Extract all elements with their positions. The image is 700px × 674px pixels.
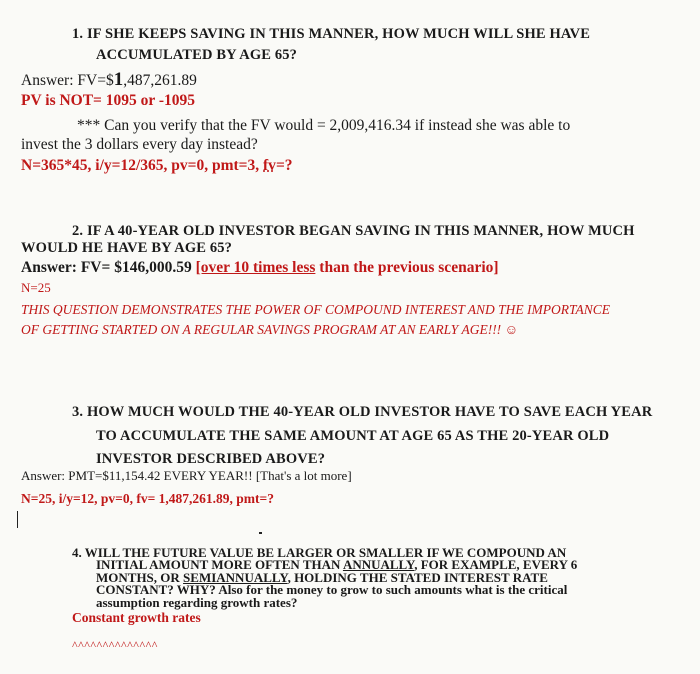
q4-question-line5: assumption regarding growth rates?	[96, 595, 298, 610]
q4-question-line1: 4. WILL THE FUTURE VALUE BE LARGER OR SMALLER IF WE COMPOUND AN	[72, 545, 567, 560]
q1-answer-dollar: $	[105, 72, 114, 89]
q1-answer	[21, 69, 197, 91]
text-cursor	[17, 511, 18, 528]
q2-lesson-line1: THIS QUESTION DEMONSTRATES THE POWER OF COMPOUND INTEREST AND THE IMPORTANCE	[21, 302, 610, 317]
q3-answer: Answer: PMT=$11,154.42 EVERY YEAR!! [That's a lot more]	[21, 468, 352, 483]
q2-n-value: N=25	[21, 280, 51, 295]
q1-question-line1: 1. IF SHE KEEPS SAVING IN THIS MANNER, HOW MUCH WILL SHE HAVE	[72, 26, 591, 42]
q1-verify-line2: invest the 3 dollars every day instead?	[21, 136, 258, 153]
q4-line3-start: MONTHS, OR	[96, 570, 184, 585]
q2-lesson-line2: OF GETTING STARTED ON A REGULAR SAVINGS PROGRAM AT AN EARLY AGE!!! ☺	[21, 322, 519, 337]
q4-line2-underlined: ANNUALLY	[342, 557, 415, 572]
q4-line3-underlined: SEMIANNUALLY	[183, 570, 288, 585]
q4-line3-end: , HOLDING THE STATED INTEREST RATE	[287, 570, 548, 585]
q1-answer-big-digit: 1	[113, 69, 124, 90]
q1-question-line2: ACCUMULATED BY AGE 65?	[96, 47, 298, 63]
q2-question-line1: 2. IF A 40-YEAR OLD INVESTOR BEGAN SAVING IN THIS MANNER, HOW MUCH	[72, 223, 635, 239]
q2-question-line2: WOULD HE HAVE BY AGE 65?	[21, 240, 233, 256]
q4-line2-end: , FOR EXAMPLE, EVERY 6	[414, 557, 578, 572]
q1-inputs-main: N=365*45, i/y=12/365, pv=0, pmt=3,	[21, 157, 264, 174]
q4-caret-marks: ^^^^^^^^^^^^^^	[72, 638, 158, 652]
q1-answer-label: Answer: FV=	[21, 72, 106, 89]
q4-answer: Constant growth rates	[72, 610, 201, 625]
q2-answer-fv: Answer: FV= $146,000.59	[21, 259, 196, 276]
q2-answer	[21, 259, 499, 277]
q1-pv-note: PV is NOT= 1095 or -1095	[21, 92, 196, 109]
q1-inputs-q: =?	[275, 157, 293, 174]
q2-compare-underlined: [over 10 times less	[195, 259, 316, 276]
q3-question-line1: 3. HOW MUCH WOULD THE 40-YEAR OLD INVESTOR HAVE TO SAVE EACH YEAR	[72, 404, 653, 420]
q3-question-line2: TO ACCUMULATE THE SAME AMOUNT AT AGE 65 AS THE 20-YEAR OLD	[96, 428, 610, 444]
q3-inputs: N=25, i/y=12, pv=0, fv= 1,487,261.89, pmt=?	[21, 491, 274, 506]
q1-answer-rest: ,487,261.89	[123, 72, 197, 89]
q2-compare-rest: than the previous scenario]	[315, 259, 499, 276]
q1-verify-line1: *** Can you verify that the FV would = 2,009,416.34 if instead she was able to	[77, 117, 571, 134]
q1-inputs-fv: fv	[263, 157, 276, 174]
stray-dot	[259, 532, 262, 534]
q3-question-line3: INVESTOR DESCRIBED ABOVE?	[96, 451, 326, 467]
q4-question-line4: CONSTANT? WHY? Also for the money to grow to such amounts what is the critical	[96, 582, 568, 597]
q1-inputs	[21, 157, 293, 175]
q4-line2-start: INITIAL AMOUNT MORE OFTEN THAN	[96, 557, 343, 572]
